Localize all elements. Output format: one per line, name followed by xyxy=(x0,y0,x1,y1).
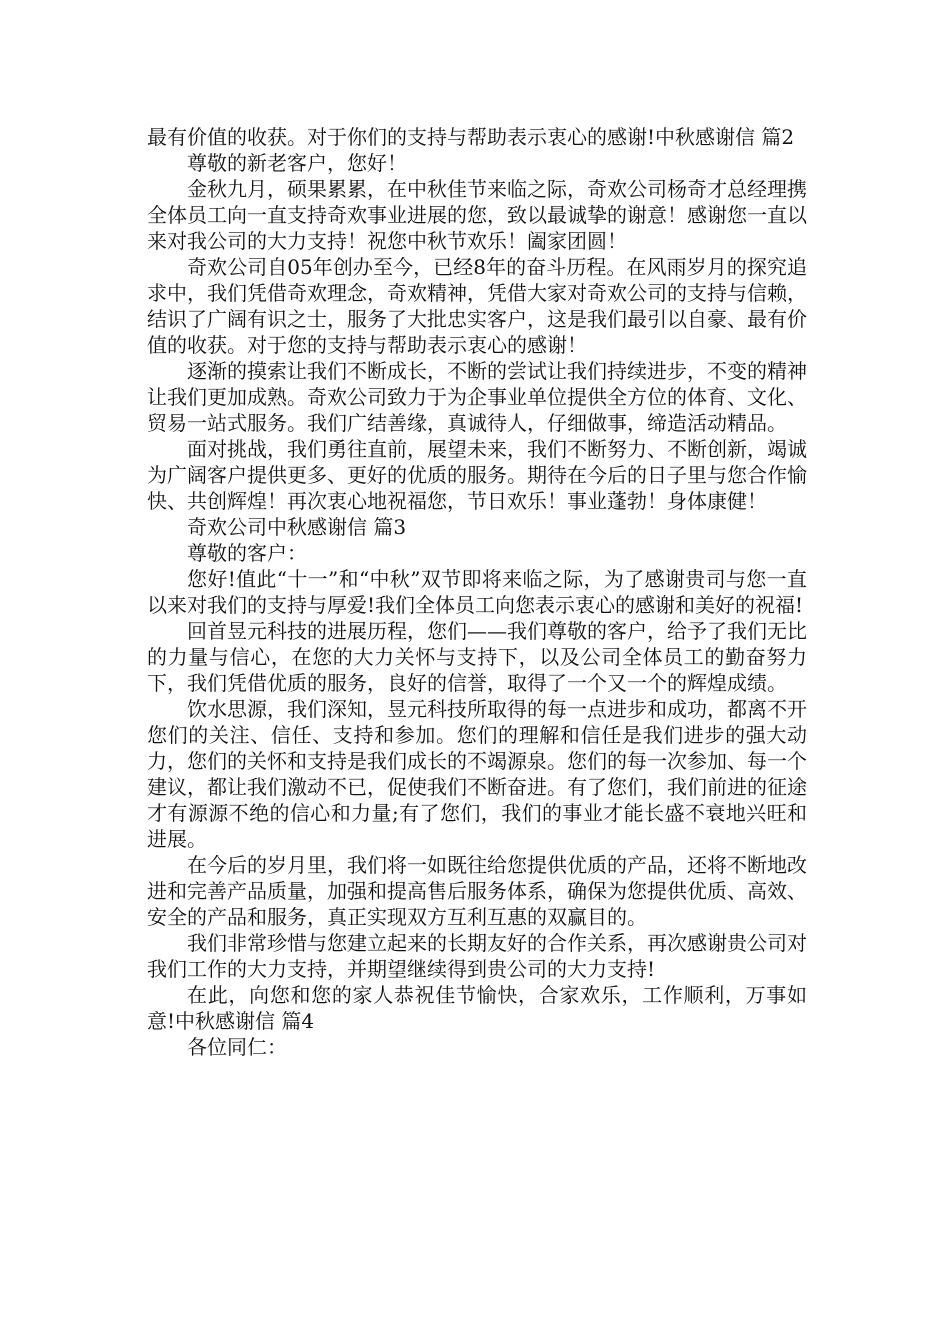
paragraph-1: 最有价值的收获。对于你们的支持与帮助表示衷心的感谢!中秋感谢信 篇2 xyxy=(147,125,795,149)
paragraph-14: 在此，向您和您的家人恭祝佳节愉快，合家欢乐，工作顺利，万事如意!中秋感谢信 篇4 xyxy=(147,983,807,1033)
paragraph-11: 饮水思源，我们深知，昱元科技所取得的每一点进步和成功，都离不开您们的关注、信任、支持和参加。您们的理解和信任是我们进步的强大动力，您们的关怀和支持是我们成长的不竭源泉。您们的每一次参加、每一个建议，都让我们激动不已，促使我们不断奋进。有了您们，我们前进的征途才有源源不绝的信心和力量;有了您们，我们的事业才能长盛不衰地兴旺和进展。 xyxy=(147,697,807,851)
paragraph-10: 回首昱元科技的进展历程，您们——我们尊敬的客户，给予了我们无比的力量与信心，在您的大力关怀与支持下，以及公司全体员工的勤奋努力下，我们凭借优质的服务，良好的信誉，取得了一个又一个的辉煌成绩。 xyxy=(147,619,807,695)
section-heading-3: 奇欢公司中秋感谢信 篇3 xyxy=(187,515,407,539)
document-body xyxy=(147,124,807,1060)
paragraph-15: 各位同仁： xyxy=(187,1035,287,1059)
paragraph-6: 面对挑战，我们勇往直前，展望未来，我们不断努力、不断创新，竭诚为广阔客户提供更多、更好的优质的服务。期待在今后的日子里与您合作愉快、共创辉煌！再次衷心地祝福您，节日欢乐！事业蓬勃！身体康健！ xyxy=(147,437,807,513)
paragraph-8: 尊敬的客户： xyxy=(187,541,307,565)
paragraph-4: 奇欢公司自05年创办至今，已经8年的奋斗历程。在风雨岁月的探究追求中，我们凭借奇欢理念，奇欢精神，凭借大家对奇欢公司的支持与信赖，结识了广阔有识之士，服务了大批忠实客户，这是我们最引以自豪、最有价值的收获。对于您的支持与帮助表示衷心的感谢！ xyxy=(147,255,807,357)
paragraph-2: 尊敬的新老客户，您好！ xyxy=(187,151,407,175)
paragraph-12: 在今后的岁月里，我们将一如既往给您提供优质的产品，还将不断地改进和完善产品质量，加强和提高售后服务体系，确保为您提供优质、高效、安全的产品和服务，真正实现双方互利互惠的双赢目的。 xyxy=(147,853,807,929)
paragraph-9: 您好!值此“十一”和“中秋”双节即将来临之际，为了感谢贵司与您一直以来对我们的支持与厚爱!我们全体员工向您表示衷心的感谢和美好的祝福! xyxy=(147,567,807,617)
paragraph-5: 逐渐的摸索让我们不断成长，不断的尝试让我们持续进步，不变的精神让我们更加成熟。奇欢公司致力于为企事业单位提供全方位的体育、文化、贸易一站式服务。我们广结善缘，真诚待人，仔细做事，缔造活动精品。 xyxy=(147,359,807,435)
paragraph-3: 金秋九月，硕果累累，在中秋佳节来临之际，奇欢公司杨奇才总经理携全体员工向一直支持奇欢事业进展的您，致以最诚挚的谢意！感谢您一直以来对我公司的大力支持！祝您中秋节欢乐！阖家团圆！ xyxy=(147,177,807,253)
paragraph-13: 我们非常珍惜与您建立起来的长期友好的合作关系，再次感谢贵公司对我们工作的大力支持，并期望继续得到贵公司的大力支持! xyxy=(147,931,807,981)
